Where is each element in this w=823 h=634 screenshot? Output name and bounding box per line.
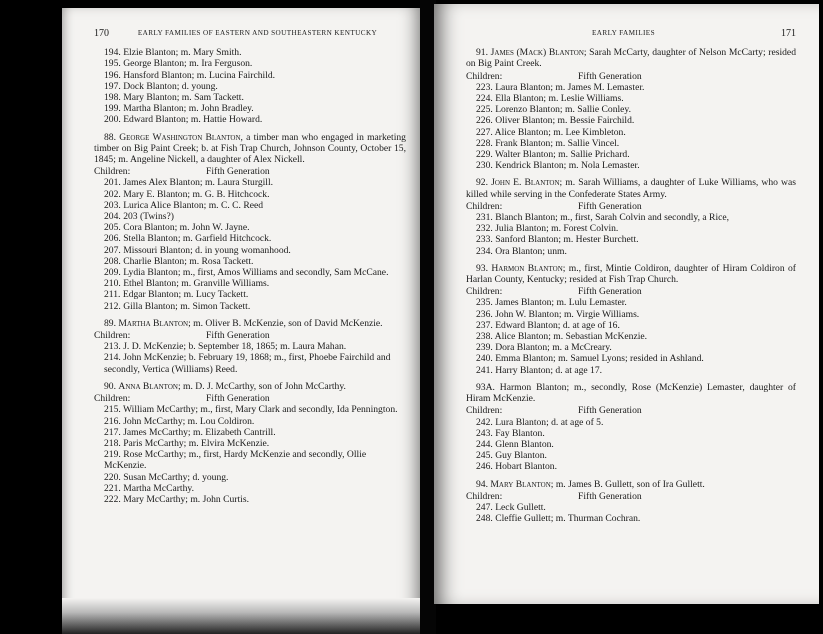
list-item: 224. Ella Blanton; m. Leslie Williams.: [476, 93, 624, 105]
list-item: 198. Mary Blanton; m. Sam Tackett.: [104, 92, 244, 104]
list-item: 247. Leck Gullett.: [476, 501, 546, 513]
generation-label: Fifth Generation: [578, 490, 642, 502]
page-number: 171: [780, 28, 796, 39]
family-paragraph: [466, 177, 796, 199]
person-name: John E. Blanton: [491, 177, 560, 189]
list-item: 200. Edward Blanton; m. Hattie Howard.: [104, 114, 263, 126]
list-item: 233. Sanford Blanton; m. Hester Burchett.: [476, 234, 639, 246]
generation-label: Fifth Generation: [578, 405, 642, 417]
children-label: Children:: [466, 490, 503, 502]
right-page-content: [466, 28, 796, 524]
list-item: 205. Cora Blanton; m. John W. Jayne.: [104, 222, 250, 234]
person-name: Harmon Blanton: [491, 262, 563, 274]
entry-number: 90.: [104, 380, 116, 392]
list-item: 213. J. D. McKenzie; b. September 18, 1865; m. Laura Mahan.: [104, 341, 347, 353]
children-label: Children:: [94, 166, 131, 178]
right-page: [434, 4, 819, 604]
children-heading: [466, 201, 796, 212]
list-item: 210. Ethel Blanton; m. Granville Williams.: [104, 278, 270, 290]
list-item: 194. Elzie Blanton; m. Mary Smith.: [104, 47, 242, 59]
list-item: 206. Stella Blanton; m. Garfield Hitchcock.: [104, 233, 272, 245]
list-item: 231. Blanch Blanton; m., first, Sarah Colvin and secondly, a Rice,: [476, 212, 730, 224]
list-item: 218. Paris McCarthy; m. Elvira McKenzie.: [104, 437, 270, 449]
children-heading: [94, 393, 406, 404]
list-item: 220. Susan McCarthy; d. young.: [104, 471, 229, 483]
right-page-header: [466, 28, 796, 39]
person-name: George Washington Blanton: [119, 131, 241, 143]
list-item: 221. Martha McCarthy.: [104, 482, 194, 494]
paragraph-text: ; m. Sarah Williams, a daughter of Luke Williams, who was killed while serving in the Confederate States Army.: [466, 177, 796, 200]
list-item: 230. Kendrick Blanton; m. Nola Lemaster.: [476, 160, 640, 172]
list-item: 241. Harry Blanton; d. at age 17.: [476, 364, 603, 376]
list-item: 243. Fay Blanton.: [476, 427, 545, 439]
list-item: 208. Charlie Blanton; m. Rosa Tackett.: [104, 255, 254, 267]
list-item: 244. Glenn Blanton.: [476, 438, 554, 450]
list-item: 202. Mary E. Blanton; m. G. B. Hitchcock.: [104, 188, 270, 200]
list-item: 225. Lorenzo Blanton; m. Sallie Conley.: [476, 104, 631, 116]
generation-label: Fifth Generation: [206, 166, 270, 178]
person-name: James (Mack) Blanton: [490, 47, 584, 59]
generation-label: Fifth Generation: [578, 200, 642, 212]
list-item: 235. James Blanton; m. Lulu Lemaster.: [476, 297, 627, 309]
family-paragraph: [94, 132, 406, 166]
list-item: 217. James McCarthy; m. Elizabeth Cantrill.: [104, 426, 276, 438]
page-number: 170: [94, 28, 109, 39]
list-item: 196. Hansford Blanton; m. Lucina Fairchild.: [104, 69, 276, 81]
list-item: 216. John McCarthy; m. Lou Coldiron.: [104, 415, 255, 427]
list-item: 237. Edward Blanton; d. at age of 16.: [476, 319, 620, 331]
list-item: 248. Cleffie Gullett; m. Thurman Cochran.: [476, 513, 641, 525]
list-item: 207. Missouri Blanton; d. in young womanhood.: [104, 244, 291, 256]
entry-number: 91.: [476, 47, 488, 59]
left-page: [62, 8, 422, 630]
paragraph-text: ; m., first, Mintie Coldiron, daughter of Hiram Coldiron of Harlan County, Kentucky; resided at Fish Trap Church.: [466, 262, 796, 286]
children-label: Children:: [466, 286, 503, 298]
list-item: 197. Dock Blanton; d. young.: [104, 80, 218, 92]
entry-number: 92.: [476, 177, 488, 189]
running-head: EARLY FAMILIES: [592, 29, 655, 37]
list-item: 203. Lurica Alice Blanton; m. C. C. Reed: [104, 199, 264, 211]
family-paragraph: [466, 479, 796, 490]
list-item: 238. Alice Blanton; m. Sebastian McKenzie.: [476, 331, 648, 343]
list-item: 219. Rose McCarthy; m., first, Hardy McKenzie and secondly, Ollie McKenzie.: [104, 449, 367, 472]
entry-number: 93.: [476, 262, 488, 274]
family-paragraph: [466, 47, 796, 69]
entry-number: 89.: [104, 317, 116, 329]
list-item: 195. George Blanton; m. Ira Ferguson.: [104, 58, 253, 70]
generation-label: Fifth Generation: [206, 393, 270, 405]
list-item: 236. John W. Blanton; m. Virgie Williams.: [476, 308, 640, 320]
entry-number: 93A.: [476, 381, 495, 393]
list-item: 214. John McKenzie; b. February 19, 1868; m., first, Phoebe Fairchild and secondly, Vertica (Williams) Reed.: [104, 352, 391, 375]
list-item: 234. Ora Blanton; unm.: [476, 245, 567, 257]
left-page-content: [94, 28, 406, 505]
list-item: 246. Hobart Blanton.: [476, 461, 558, 473]
children-label: Children:: [466, 405, 503, 417]
list-item: 232. Julia Blanton; m. Forest Colvin.: [476, 223, 619, 235]
family-sections: [466, 47, 796, 524]
family-paragraph: [466, 382, 796, 404]
person-name: Anna Blanton: [118, 380, 178, 392]
left-page-header: [94, 28, 406, 39]
list-item: 228. Frank Blanton; m. Sallie Vincel.: [476, 137, 620, 149]
list-item: 229. Walter Blanton; m. Sallie Prichard.: [476, 149, 630, 161]
list-item: 222. Mary McCarthy; m. John Curtis.: [104, 493, 249, 505]
generation-label: Fifth Generation: [578, 286, 642, 298]
list-item: 209. Lydia Blanton; m., first, Amos Williams and secondly, Sam McCane.: [104, 267, 389, 279]
generation-label: Fifth Generation: [578, 70, 642, 82]
children-heading: [466, 405, 796, 416]
list-item: 245. Guy Blanton.: [476, 450, 547, 462]
list-item: 215. William McCarthy; m., first, Mary Clark and secondly, Ida Pennington.: [104, 404, 398, 416]
list-item: 211. Edgar Blanton; m. Lucy Tackett.: [104, 289, 249, 301]
list-item: 226. Oliver Blanton; m. Bessie Fairchild.: [476, 115, 635, 127]
list-item: 223. Laura Blanton; m. James M. Lemaster.: [476, 81, 645, 93]
page-edge-shadow: [62, 598, 422, 634]
children-heading: [466, 286, 796, 297]
children-heading: [466, 71, 796, 82]
person-name: Mary Blanton: [490, 478, 551, 490]
family-sections: [94, 132, 406, 506]
list-item: 212. Gilla Blanton; m. Simon Tackett.: [104, 300, 251, 312]
paragraph-text: Harmon Blanton; m., secondly, Rose (McKenzie) Lemaster, daughter of Hiram McKenzie.: [466, 381, 796, 405]
children-label: Children:: [94, 393, 131, 405]
children-heading: [94, 330, 406, 341]
paragraph-text: ; Sarah McCarty, daughter of Nelson McCarty; resided on Big Paint Creek.: [466, 47, 796, 70]
children-label: Children:: [466, 70, 503, 82]
paragraph-text: ; m. Oliver B. McKenzie, son of David McKenzie.: [188, 317, 383, 329]
list-item: 242. Lura Blanton; d. at age of 5.: [476, 416, 604, 428]
paragraph-text: , a timber man who engaged in marketing timber on Big Paint Creek; b. at Fish Trap Church, Johnson County, October 15, 1845; m. Angeline Nickell, a daughter of Alex Nickell.: [94, 131, 406, 166]
person-name: Martha Blanton: [118, 317, 189, 329]
list-item: 240. Emma Blanton; m. Samuel Lyons; resided in Ashland.: [476, 353, 704, 365]
list-item: 199. Martha Blanton; m. John Bradley.: [104, 103, 254, 115]
running-head: EARLY FAMILIES OF EASTERN AND SOUTHEASTERN KENTUCKY: [137, 29, 378, 37]
family-paragraph: [94, 381, 406, 392]
entry-list: [94, 47, 406, 125]
paragraph-text: ; m. D. J. McCarthy, son of John McCarthy.: [177, 380, 346, 392]
list-item: 239. Dora Blanton; m. a McCreary.: [476, 342, 612, 354]
generation-label: Fifth Generation: [206, 330, 270, 342]
list-item: 227. Alice Blanton; m. Lee Kimbleton.: [476, 126, 626, 138]
list-item: 204. 203 (Twins?): [104, 211, 174, 223]
children-heading: [466, 491, 796, 502]
children-heading: [94, 166, 406, 177]
list-item: 201. James Alex Blanton; m. Laura Sturgill.: [104, 177, 274, 189]
paragraph-text: ; m. James B. Gullett, son of Ira Gullett.: [550, 478, 705, 490]
family-paragraph: [466, 263, 796, 285]
entry-number: 94.: [476, 478, 488, 490]
entry-number: 88.: [104, 131, 116, 143]
children-label: Children:: [94, 330, 131, 342]
family-paragraph: [94, 318, 406, 329]
children-label: Children:: [466, 200, 503, 212]
